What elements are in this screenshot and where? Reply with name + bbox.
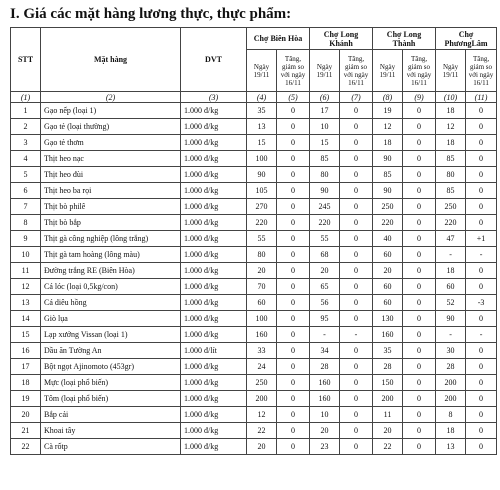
long-khanh-change: 0 <box>340 231 373 247</box>
bien-hoa-price: 20 <box>247 439 277 455</box>
phuong-lam-price: 250 <box>436 199 466 215</box>
long-thanh-change: 0 <box>403 359 436 375</box>
long-khanh-price: 55 <box>310 231 340 247</box>
row-stt: 14 <box>11 311 41 327</box>
bien-hoa-price: 55 <box>247 231 277 247</box>
phuong-lam-price: 60 <box>436 279 466 295</box>
section-title: I. Giá các mặt hàng lương thực, thực phẩm: <box>10 6 292 22</box>
long-thanh-change: 0 <box>403 311 436 327</box>
unit: 1.000 đ/kg <box>181 167 247 183</box>
long-khanh-change: - <box>340 327 373 343</box>
phuong-lam-price: 13 <box>436 439 466 455</box>
unit: 1.000 đ/kg <box>181 199 247 215</box>
row-stt: 17 <box>11 359 41 375</box>
long-thanh-price: 12 <box>373 119 403 135</box>
col-number: (6) <box>310 92 340 103</box>
long-khanh-price: 80 <box>310 167 340 183</box>
header-market-phuong-lam: Chợ PhươngLâm <box>436 28 497 50</box>
bien-hoa-change: 0 <box>277 391 310 407</box>
bien-hoa-change: 0 <box>277 375 310 391</box>
long-thanh-price: 18 <box>373 135 403 151</box>
long-thanh-change: 0 <box>403 407 436 423</box>
item-name: Thịt gà công nghiệp (lông trắng) <box>41 231 181 247</box>
long-thanh-price: 85 <box>373 167 403 183</box>
col-number: (5) <box>277 92 310 103</box>
table-row <box>11 295 497 311</box>
unit: 1.000 đ/kg <box>181 423 247 439</box>
table-row <box>11 343 497 359</box>
item-name: Bắp cải <box>41 407 181 423</box>
long-thanh-price: 60 <box>373 295 403 311</box>
long-khanh-price: 90 <box>310 183 340 199</box>
long-khanh-price: 20 <box>310 423 340 439</box>
long-khanh-price: 34 <box>310 343 340 359</box>
row-stt: 1 <box>11 103 41 119</box>
unit: 1.000 đ/kg <box>181 231 247 247</box>
phuong-lam-price: 18 <box>436 135 466 151</box>
row-stt: 3 <box>11 135 41 151</box>
bien-hoa-change: 0 <box>277 247 310 263</box>
phuong-lam-price: 30 <box>436 343 466 359</box>
item-name: Gạo tẻ thơm <box>41 135 181 151</box>
bien-hoa-change: 0 <box>277 199 310 215</box>
phuong-lam-price: 85 <box>436 183 466 199</box>
table-row <box>11 391 497 407</box>
item-name: Bột ngọt Ajinomoto (453gr) <box>41 359 181 375</box>
long-thanh-change: 0 <box>403 135 436 151</box>
long-khanh-price: - <box>310 327 340 343</box>
long-thanh-price: 90 <box>373 183 403 199</box>
long-thanh-price: 200 <box>373 391 403 407</box>
item-name: Thịt heo đùi <box>41 167 181 183</box>
long-thanh-price: 60 <box>373 279 403 295</box>
phuong-lam-change: 0 <box>466 103 497 119</box>
bien-hoa-price: 70 <box>247 279 277 295</box>
bien-hoa-price: 12 <box>247 407 277 423</box>
long-thanh-change: 0 <box>403 375 436 391</box>
item-name: Dầu ăn Tường An <box>41 343 181 359</box>
phuong-lam-price: - <box>436 327 466 343</box>
row-stt: 10 <box>11 247 41 263</box>
long-thanh-change: 0 <box>403 247 436 263</box>
price-table <box>10 27 497 455</box>
long-khanh-change: 0 <box>340 103 373 119</box>
phuong-lam-change: 0 <box>466 183 497 199</box>
long-khanh-price: 68 <box>310 247 340 263</box>
long-khanh-change: 0 <box>340 311 373 327</box>
long-khanh-change: 0 <box>340 359 373 375</box>
header-change: Tăng, giảm so với ngày 16/11 <box>466 50 497 92</box>
long-thanh-change: 0 <box>403 199 436 215</box>
col-number: (8) <box>373 92 403 103</box>
header-day: Ngày 19/11 <box>310 50 340 92</box>
long-khanh-price: 28 <box>310 359 340 375</box>
bien-hoa-price: 60 <box>247 295 277 311</box>
table-row <box>11 103 497 119</box>
bien-hoa-price: 22 <box>247 423 277 439</box>
unit: 1.000 đ/kg <box>181 215 247 231</box>
table-row <box>11 423 497 439</box>
bien-hoa-price: 250 <box>247 375 277 391</box>
phuong-lam-price: 85 <box>436 151 466 167</box>
col-number: (3) <box>181 92 247 103</box>
long-khanh-change: 0 <box>340 215 373 231</box>
long-khanh-price: 10 <box>310 407 340 423</box>
phuong-lam-change: 0 <box>466 311 497 327</box>
bien-hoa-change: 0 <box>277 439 310 455</box>
phuong-lam-change: 0 <box>466 199 497 215</box>
long-khanh-price: 160 <box>310 391 340 407</box>
row-stt: 18 <box>11 375 41 391</box>
item-name: Tôm (loại phổ biến) <box>41 391 181 407</box>
table-row <box>11 311 497 327</box>
phuong-lam-change: 0 <box>466 167 497 183</box>
long-khanh-price: 56 <box>310 295 340 311</box>
phuong-lam-price: 80 <box>436 167 466 183</box>
header-market-long-thanh: Chợ Long Thành <box>373 28 436 50</box>
table-row <box>11 407 497 423</box>
bien-hoa-change: 0 <box>277 151 310 167</box>
bien-hoa-change: 0 <box>277 183 310 199</box>
phuong-lam-price: 28 <box>436 359 466 375</box>
long-thanh-change: 0 <box>403 295 436 311</box>
unit: 1.000 đ/kg <box>181 263 247 279</box>
header-unit: DVT <box>181 28 247 92</box>
row-stt: 2 <box>11 119 41 135</box>
item-name: Thịt gà tam hoàng (lông màu) <box>41 247 181 263</box>
long-thanh-price: 22 <box>373 439 403 455</box>
long-khanh-change: 0 <box>340 279 373 295</box>
bien-hoa-price: 90 <box>247 167 277 183</box>
item-name: Cá lóc (loại 0,5kg/con) <box>41 279 181 295</box>
row-stt: 11 <box>11 263 41 279</box>
phuong-lam-price: 18 <box>436 263 466 279</box>
item-name: Cá diêu hồng <box>41 295 181 311</box>
long-khanh-price: 15 <box>310 135 340 151</box>
row-stt: 8 <box>11 215 41 231</box>
bien-hoa-change: 0 <box>277 311 310 327</box>
unit: 1.000 đ/kg <box>181 103 247 119</box>
phuong-lam-change: 0 <box>466 423 497 439</box>
phuong-lam-price: 200 <box>436 375 466 391</box>
long-thanh-price: 35 <box>373 343 403 359</box>
phuong-lam-change: - <box>466 247 497 263</box>
bien-hoa-price: 105 <box>247 183 277 199</box>
phuong-lam-price: 52 <box>436 295 466 311</box>
bien-hoa-price: 200 <box>247 391 277 407</box>
header-day: Ngày 19/11 <box>247 50 277 92</box>
item-name: Khoai tây <box>41 423 181 439</box>
long-khanh-price: 10 <box>310 119 340 135</box>
long-thanh-change: 0 <box>403 263 436 279</box>
long-khanh-change: 0 <box>340 263 373 279</box>
long-thanh-change: 0 <box>403 151 436 167</box>
table-row <box>11 119 497 135</box>
long-thanh-change: 0 <box>403 215 436 231</box>
bien-hoa-change: 0 <box>277 343 310 359</box>
long-thanh-price: 28 <box>373 359 403 375</box>
col-number: (4) <box>247 92 277 103</box>
table-row <box>11 327 497 343</box>
unit: 1.000 đ/kg <box>181 375 247 391</box>
phuong-lam-change: 0 <box>466 391 497 407</box>
bien-hoa-price: 220 <box>247 215 277 231</box>
col-number: (11) <box>466 92 497 103</box>
long-thanh-price: 19 <box>373 103 403 119</box>
long-thanh-price: 60 <box>373 247 403 263</box>
table-row <box>11 263 497 279</box>
phuong-lam-change: 0 <box>466 359 497 375</box>
table-row <box>11 183 497 199</box>
long-thanh-price: 40 <box>373 231 403 247</box>
long-thanh-price: 220 <box>373 215 403 231</box>
item-name: Đường trắng RE (Biên Hòa) <box>41 263 181 279</box>
bien-hoa-change: 0 <box>277 407 310 423</box>
item-name: Thịt bò philê <box>41 199 181 215</box>
table-row <box>11 215 497 231</box>
unit: 1.000 đ/kg <box>181 295 247 311</box>
unit: 1.000 đ/kg <box>181 407 247 423</box>
item-name: Thịt heo nạc <box>41 151 181 167</box>
unit: 1.000 đ/kg <box>181 247 247 263</box>
item-name: Mực (loại phổ biến) <box>41 375 181 391</box>
long-khanh-change: 0 <box>340 375 373 391</box>
bien-hoa-change: 0 <box>277 263 310 279</box>
long-thanh-change: 0 <box>403 119 436 135</box>
table-row <box>11 247 497 263</box>
long-khanh-change: 0 <box>340 391 373 407</box>
phuong-lam-change: 0 <box>466 119 497 135</box>
phuong-lam-change: 0 <box>466 407 497 423</box>
table-row <box>11 439 497 455</box>
row-stt: 13 <box>11 295 41 311</box>
header-day: Ngày 19/11 <box>436 50 466 92</box>
long-thanh-price: 11 <box>373 407 403 423</box>
long-khanh-change: 0 <box>340 423 373 439</box>
bien-hoa-price: 20 <box>247 263 277 279</box>
phuong-lam-price: 18 <box>436 423 466 439</box>
long-thanh-change: 0 <box>403 103 436 119</box>
phuong-lam-price: 8 <box>436 407 466 423</box>
phuong-lam-price: 47 <box>436 231 466 247</box>
row-stt: 15 <box>11 327 41 343</box>
unit: 1.000 đ/kg <box>181 151 247 167</box>
long-thanh-change: 0 <box>403 343 436 359</box>
bien-hoa-price: 160 <box>247 327 277 343</box>
long-thanh-price: 20 <box>373 263 403 279</box>
bien-hoa-change: 0 <box>277 359 310 375</box>
row-stt: 4 <box>11 151 41 167</box>
phuong-lam-change: 0 <box>466 151 497 167</box>
item-name: Gạo nếp (loại 1) <box>41 103 181 119</box>
unit: 1.000 đ/lít <box>181 343 247 359</box>
table-row <box>11 359 497 375</box>
long-khanh-price: 65 <box>310 279 340 295</box>
header-change: Tăng, giảm so với ngày 16/11 <box>403 50 436 92</box>
bien-hoa-change: 0 <box>277 231 310 247</box>
long-khanh-price: 17 <box>310 103 340 119</box>
long-khanh-price: 160 <box>310 375 340 391</box>
long-khanh-change: 0 <box>340 343 373 359</box>
row-stt: 9 <box>11 231 41 247</box>
long-khanh-change: 0 <box>340 439 373 455</box>
row-stt: 7 <box>11 199 41 215</box>
row-stt: 5 <box>11 167 41 183</box>
col-number: (10) <box>436 92 466 103</box>
table-row <box>11 167 497 183</box>
long-thanh-change: 0 <box>403 183 436 199</box>
unit: 1.000 đ/kg <box>181 183 247 199</box>
table-row <box>11 199 497 215</box>
row-stt: 16 <box>11 343 41 359</box>
unit: 1.000 đ/kg <box>181 135 247 151</box>
unit: 1.000 đ/kg <box>181 327 247 343</box>
bien-hoa-price: 270 <box>247 199 277 215</box>
long-khanh-change: 0 <box>340 247 373 263</box>
table-row <box>11 151 497 167</box>
phuong-lam-change: 0 <box>466 343 497 359</box>
long-thanh-change: 0 <box>403 167 436 183</box>
header-stt: STT <box>11 28 41 92</box>
bien-hoa-price: 33 <box>247 343 277 359</box>
row-stt: 21 <box>11 423 41 439</box>
bien-hoa-price: 35 <box>247 103 277 119</box>
item-name: Gạo tẻ (loại thường) <box>41 119 181 135</box>
long-khanh-change: 0 <box>340 407 373 423</box>
long-khanh-change: 0 <box>340 167 373 183</box>
phuong-lam-price: 18 <box>436 103 466 119</box>
header-change: Tăng, giảm so với ngày 16/11 <box>277 50 310 92</box>
col-number: (7) <box>340 92 373 103</box>
header-item: Mặt hàng <box>41 28 181 92</box>
bien-hoa-change: 0 <box>277 423 310 439</box>
row-stt: 22 <box>11 439 41 455</box>
item-name: Giò lụa <box>41 311 181 327</box>
bien-hoa-price: 100 <box>247 311 277 327</box>
header-change: Tăng, giảm so với ngày 16/11 <box>340 50 373 92</box>
table-row <box>11 135 497 151</box>
bien-hoa-change: 0 <box>277 135 310 151</box>
long-thanh-change: 0 <box>403 391 436 407</box>
table-row <box>11 231 497 247</box>
bien-hoa-price: 15 <box>247 135 277 151</box>
phuong-lam-change: 0 <box>466 439 497 455</box>
long-khanh-price: 220 <box>310 215 340 231</box>
long-khanh-price: 23 <box>310 439 340 455</box>
long-thanh-change: 0 <box>403 439 436 455</box>
phuong-lam-price: - <box>436 247 466 263</box>
header-market-long-khanh: Chợ Long Khánh <box>310 28 373 50</box>
bien-hoa-change: 0 <box>277 215 310 231</box>
bien-hoa-change: 0 <box>277 279 310 295</box>
long-khanh-change: 0 <box>340 135 373 151</box>
phuong-lam-change: 0 <box>466 215 497 231</box>
long-khanh-price: 85 <box>310 151 340 167</box>
bien-hoa-change: 0 <box>277 295 310 311</box>
unit: 1.000 đ/kg <box>181 439 247 455</box>
long-thanh-price: 250 <box>373 199 403 215</box>
bien-hoa-change: 0 <box>277 327 310 343</box>
unit: 1.000 đ/kg <box>181 279 247 295</box>
long-thanh-change: 0 <box>403 327 436 343</box>
row-stt: 6 <box>11 183 41 199</box>
long-thanh-change: 0 <box>403 279 436 295</box>
unit: 1.000 đ/kg <box>181 119 247 135</box>
phuong-lam-change: +1 <box>466 231 497 247</box>
unit: 1.000 đ/kg <box>181 359 247 375</box>
long-khanh-change: 0 <box>340 119 373 135</box>
item-name: Thịt bò bắp <box>41 215 181 231</box>
phuong-lam-change: 0 <box>466 263 497 279</box>
bien-hoa-price: 24 <box>247 359 277 375</box>
long-thanh-change: 0 <box>403 231 436 247</box>
table-row <box>11 279 497 295</box>
phuong-lam-price: 220 <box>436 215 466 231</box>
bien-hoa-change: 0 <box>277 103 310 119</box>
long-thanh-change: 0 <box>403 423 436 439</box>
col-number: (9) <box>403 92 436 103</box>
unit: 1.000 đ/kg <box>181 311 247 327</box>
table-row <box>11 375 497 391</box>
col-number: (2) <box>41 92 181 103</box>
long-thanh-price: 150 <box>373 375 403 391</box>
item-name: Lạp xưởng Vissan (loại 1) <box>41 327 181 343</box>
bien-hoa-price: 13 <box>247 119 277 135</box>
long-khanh-change: 0 <box>340 295 373 311</box>
long-thanh-price: 130 <box>373 311 403 327</box>
phuong-lam-price: 12 <box>436 119 466 135</box>
bien-hoa-change: 0 <box>277 167 310 183</box>
row-stt: 12 <box>11 279 41 295</box>
long-thanh-price: 90 <box>373 151 403 167</box>
phuong-lam-change: 0 <box>466 279 497 295</box>
long-khanh-change: 0 <box>340 199 373 215</box>
bien-hoa-price: 80 <box>247 247 277 263</box>
long-khanh-change: 0 <box>340 183 373 199</box>
unit: 1.000 đ/kg <box>181 391 247 407</box>
item-name: Thịt heo ba rọi <box>41 183 181 199</box>
long-thanh-price: 20 <box>373 423 403 439</box>
header-market-bien-hoa: Chợ Biên Hòa <box>247 28 310 50</box>
phuong-lam-change: 0 <box>466 375 497 391</box>
phuong-lam-price: 90 <box>436 311 466 327</box>
long-khanh-price: 20 <box>310 263 340 279</box>
long-khanh-change: 0 <box>340 151 373 167</box>
item-name: Cà rốtp <box>41 439 181 455</box>
long-khanh-price: 95 <box>310 311 340 327</box>
phuong-lam-price: 200 <box>436 391 466 407</box>
phuong-lam-change: - <box>466 327 497 343</box>
long-khanh-price: 245 <box>310 199 340 215</box>
header-day: Ngày 19/11 <box>373 50 403 92</box>
row-stt: 20 <box>11 407 41 423</box>
row-stt: 19 <box>11 391 41 407</box>
phuong-lam-change: 0 <box>466 135 497 151</box>
col-number: (1) <box>11 92 41 103</box>
long-thanh-price: 160 <box>373 327 403 343</box>
bien-hoa-price: 100 <box>247 151 277 167</box>
bien-hoa-change: 0 <box>277 119 310 135</box>
phuong-lam-change: -3 <box>466 295 497 311</box>
